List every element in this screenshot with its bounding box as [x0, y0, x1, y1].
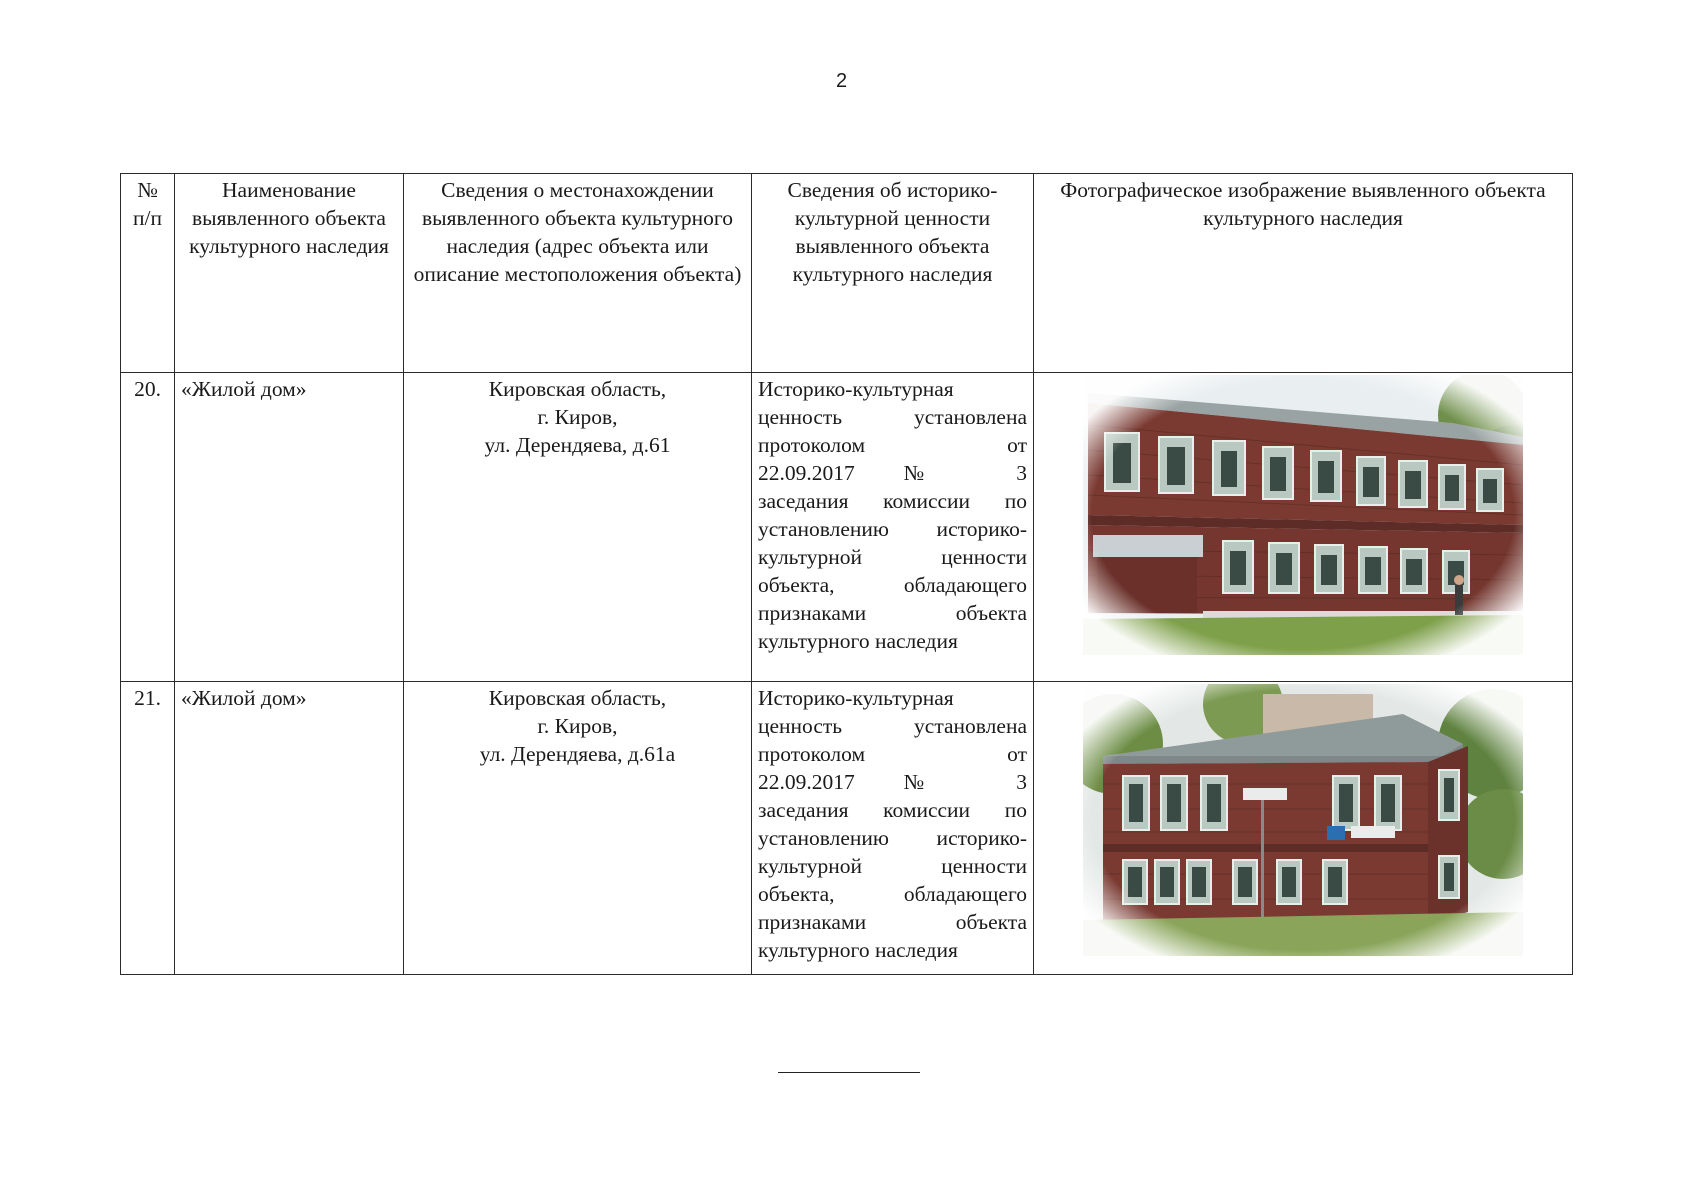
info-line: заседания комиссии по	[758, 489, 1027, 513]
info-line: признаками объекта	[758, 601, 1027, 625]
location-line: ул. Дерендяева, д.61	[484, 433, 671, 457]
info-line: протоколом от	[758, 433, 1027, 457]
info-line: Историко-культурная	[758, 686, 954, 710]
header-num: № п/п	[121, 174, 175, 373]
location-line: Кировская область,	[488, 686, 667, 710]
info-line: заседания комиссии по	[758, 798, 1027, 822]
page-number: 2	[835, 70, 848, 92]
object-value-info	[752, 682, 1034, 975]
info-line: 22.09.2017 № 3	[758, 461, 1027, 485]
header-location: Сведения о местонахождении выявленного объекта культурного наследия (адрес объекта или описание местоположения объекта)	[404, 174, 752, 373]
info-line: объекта, обладающего	[758, 573, 1027, 597]
wooden-corner-house-photo	[1083, 684, 1523, 956]
info-line: протоколом от	[758, 742, 1027, 766]
location-line: г. Киров,	[537, 714, 618, 738]
row-number: 21.	[121, 682, 175, 975]
info-line: установлению историко-	[758, 826, 1027, 850]
object-location	[404, 373, 752, 682]
info-line: культурной ценности	[758, 854, 1027, 878]
object-photo-cell	[1034, 373, 1573, 682]
row-number: 20.	[121, 373, 175, 682]
table-header-row	[121, 174, 1573, 373]
header-name: Наименование выявленного объекта культурного наследия	[175, 174, 404, 373]
header-photo: Фотографическое изображение выявленного объекта культурного наследия	[1034, 174, 1573, 373]
footer-separator-line	[778, 1072, 920, 1073]
object-location	[404, 682, 752, 975]
info-line: культурной ценности	[758, 545, 1027, 569]
table-row	[121, 682, 1573, 975]
header-info: Сведения об историко-культурной ценности выявленного объекта культурного наследия	[752, 174, 1034, 373]
info-line: культурного наследия	[758, 938, 958, 962]
info-line: 22.09.2017 № 3	[758, 770, 1027, 794]
info-line: установлению историко-	[758, 517, 1027, 541]
location-line: г. Киров,	[537, 405, 618, 429]
heritage-objects-table	[120, 173, 1573, 975]
info-line: Историко-культурная	[758, 377, 954, 401]
info-line: признаками объекта	[758, 910, 1027, 934]
wooden-two-storey-house-photo	[1083, 375, 1523, 655]
object-photo-cell	[1034, 682, 1573, 975]
table-row	[121, 373, 1573, 682]
info-line: ценность установлена	[758, 405, 1027, 429]
info-line: ценность установлена	[758, 714, 1027, 738]
object-name: «Жилой дом»	[175, 682, 404, 975]
object-name: «Жилой дом»	[175, 373, 404, 682]
info-line: объекта, обладающего	[758, 882, 1027, 906]
object-value-info	[752, 373, 1034, 682]
location-line: ул. Дерендяева, д.61а	[479, 742, 676, 766]
location-line: Кировская область,	[488, 377, 667, 401]
info-line: культурного наследия	[758, 629, 958, 653]
